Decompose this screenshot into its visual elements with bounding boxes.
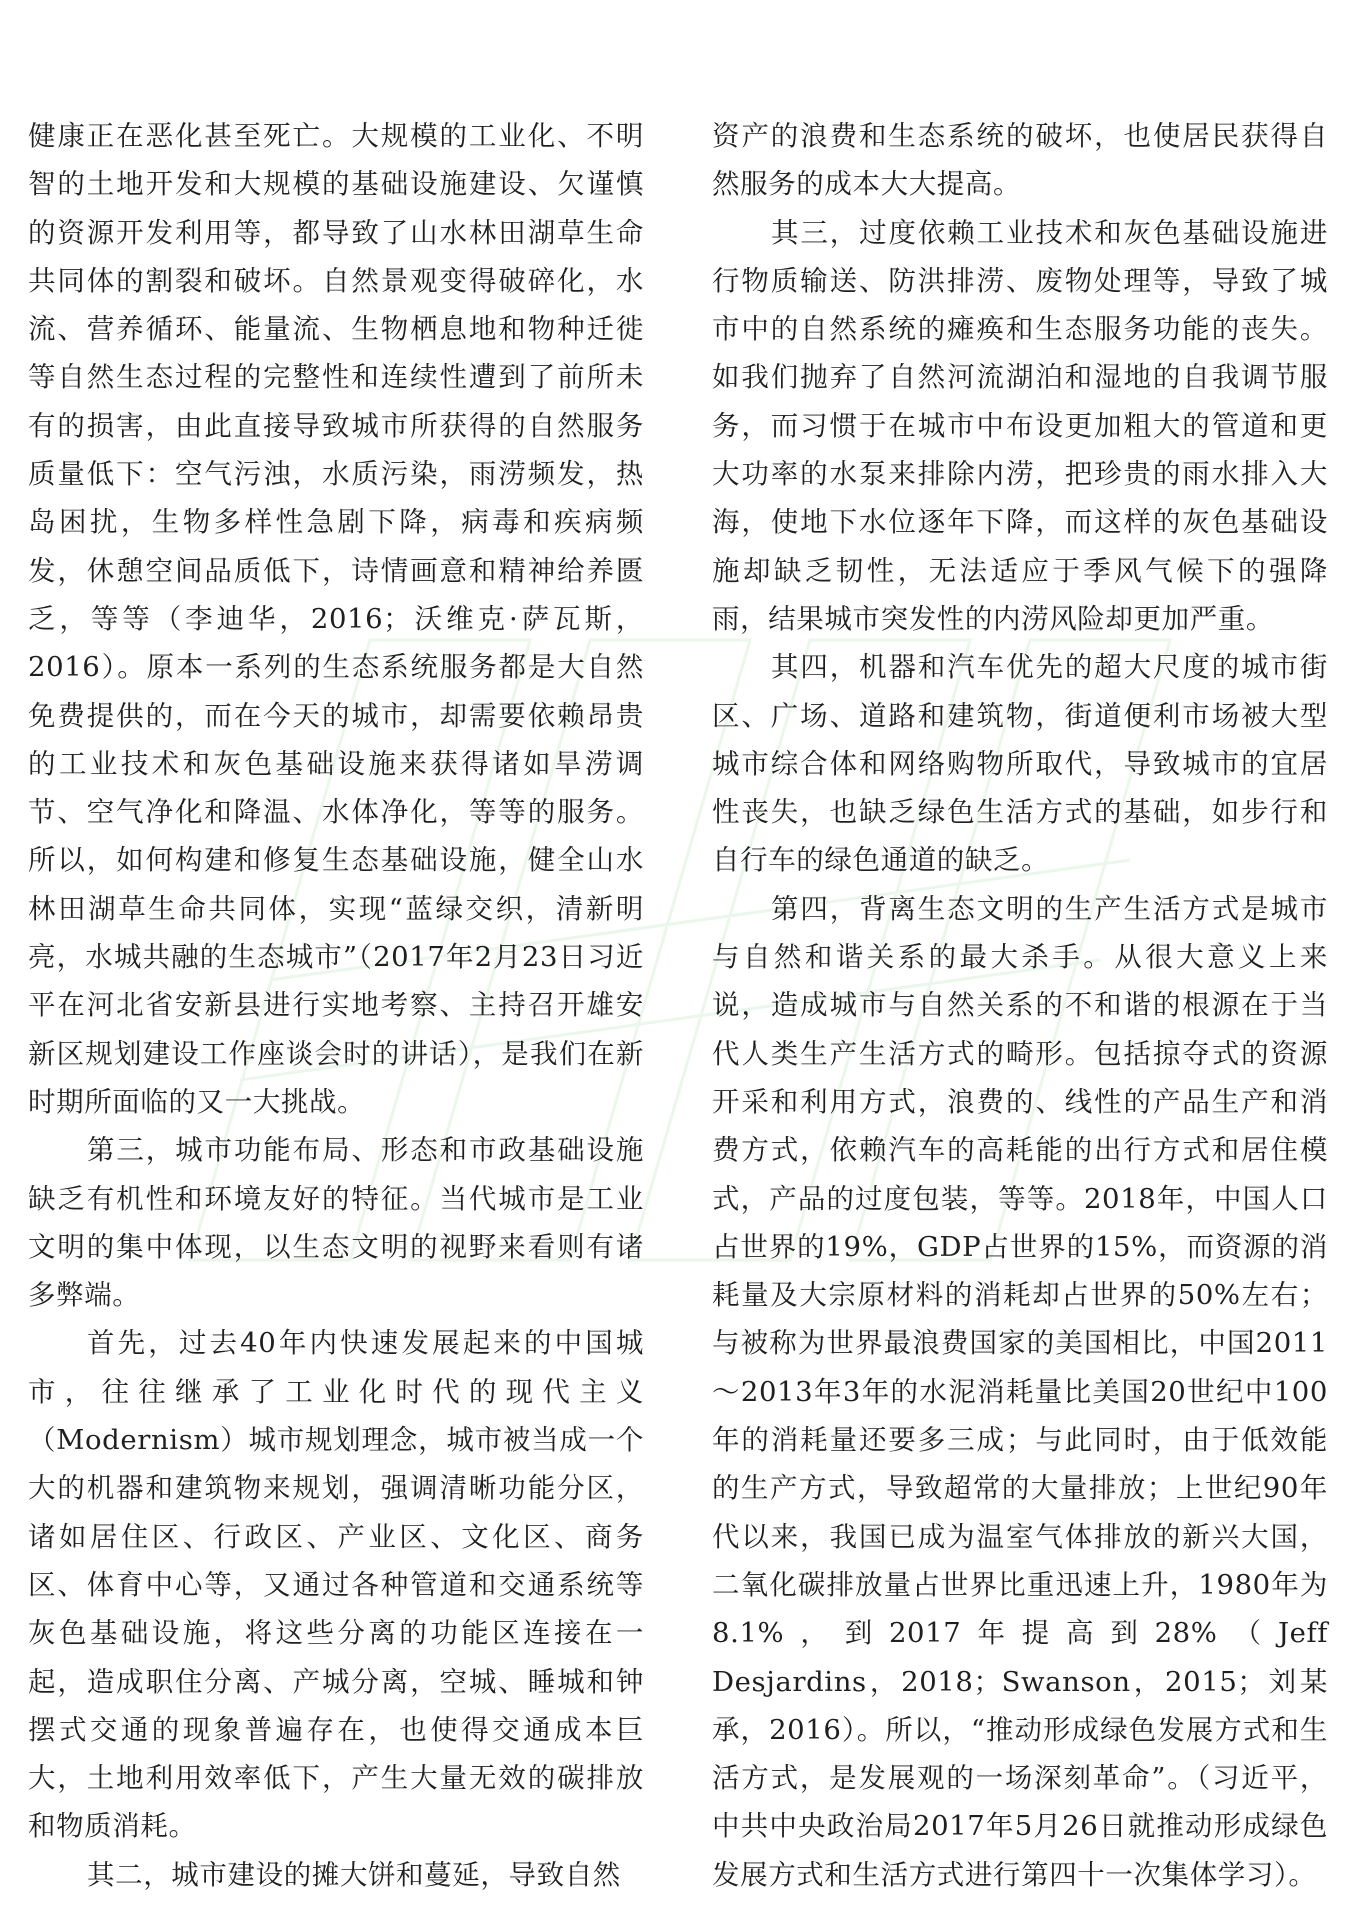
paragraph: 第三，城市功能布局、形态和市政基础设施缺乏有机性和环境友好的特征。当代城市是工业文明的集中体现，以生态文明的视野来看则有诸多弊端。 [28, 1134, 644, 1312]
paragraph: 首先，过去40年内快速发展起来的中国城市，往往继承了工业化时代的现代主义（Modernism）城市规划理念，城市被当成一个大的机器和建筑物来规划，强调清晰功能分区，诸如居住区、行政区、产业区、文化区、商务区、体育中心等，又通过各种管道和交通系统等灰色基础设施，将这些分离的功能区连接在一起，造成职住分离、产城分离，空城、睡城和钟摆式交通的现象普遍存在，也使得交通成本巨大，土地利用效率低下，产生大量无效的碳排放和物质消耗。 [28, 1327, 644, 1843]
paragraph: 其四，机器和汽车优先的超大尺度的城市街区、广场、道路和建筑物，街道便利市场被大型城市综合体和网络购物所取代，导致城市的宜居性丧失，也缺乏绿色生活方式的基础，如步行和自行车的绿色通道的缺乏。 [712, 651, 1328, 877]
paragraph: 资产的浪费和生态系统的破坏，也使居民获得自然服务的成本大大提高。 [712, 120, 1328, 201]
paragraph: 其三，过度依赖工业技术和灰色基础设施进行物质输送、防洪排涝、废物处理等，导致了城市中的自然系统的瘫痪和生态服务功能的丧失。如我们抛弃了自然河流湖泊和湿地的自我调节服务，而习惯于在城市中布设更加粗大的管道和更大功率的水泵来排除内涝，把珍贵的雨水排入大海，使地下水位逐年下降，而这样的灰色基础设施却缺乏韧性，无法适应于季风气候下的强降雨，结果城市突发性的内涝风险却更加严重。 [712, 216, 1328, 635]
left-column [28, 112, 644, 1899]
paragraph: 其二，城市建设的摊大饼和蔓延，导致自然 [87, 1858, 621, 1891]
paragraph: 健康正在恶化甚至死亡。大规模的工业化、不明智的土地开发和大规模的基础设施建设、欠谨慎的资源开发利用等，都导致了山水林田湖草生命共同体的割裂和破坏。自然景观变得破碎化，水流、营养循环、能量流、生物栖息地和物种迁徙等自然生态过程的完整性和连续性遭到了前所未有的损害，由此直接导致城市所获得的自然服务质量低下：空气污浊，水质污染，雨涝频发，热岛困扰，生物多样性急剧下降，病毒和疾病频发，休憩空间品质低下，诗情画意和精神给养匮乏，等等（李迪华，2016；沃维克·萨瓦斯，2016）。原本一系列的生态系统服务都是大自然免费提供的，而在今天的城市，却需要依赖昂贵的工业技术和灰色基础设施来获得诸如旱涝调节、空气净化和降温、水体净化，等等的服务。所以，如何构建和修复生态基础设施，健全山水林田湖草生命共同体，实现“蓝绿交织，清新明亮，水城共融的生态城市”（2017年2月23日习近平在河北省安新县进行实地考察、主持召开雄安新区规划建设工作座谈会时的讲话），是我们在新时期所面临的又一大挑战。 [28, 120, 644, 1118]
paragraph: 第四，背离生态文明的生产生活方式是城市与自然和谐关系的最大杀手。从很大意义上来说，造成城市与自然关系的不和谐的根源在于当代人类生产生活方式的畸形。包括掠夺式的资源开采和利用方式，浪费的、线性的产品生产和消费方式，依赖汽车的高耗能的出行方式和居住模式，产品的过度包装，等等。2018年，中国人口占世界的19%，GDP占世界的15%，而资源的消耗量及大宗原材料的消耗却占世界的50%左右；与被称为世界最浪费国家的美国相比，中国2011～2013年3年的水泥消耗量比美国20世纪中100年的消耗量还要多三成；与此同时，由于低效能的生产方式，导致超常的大量排放；上世纪90年代以来，我国已成为温室气体排放的新兴大国，二氧化碳排放量占世界比重迅速上升，1980年为8.1%，到2017年提高到28%（Jeff Desjardins，2018；Swanson，2015；刘某承，2016）。所以，“推动形成绿色发展方式和生活方式，是发展观的一场深刻革命”。（习近平，中共中央政治局2017年5月26日就推动形成绿色发展方式和生活方式进行第四十一次集体学习）。 [712, 892, 1328, 1891]
right-column [712, 112, 1328, 1899]
